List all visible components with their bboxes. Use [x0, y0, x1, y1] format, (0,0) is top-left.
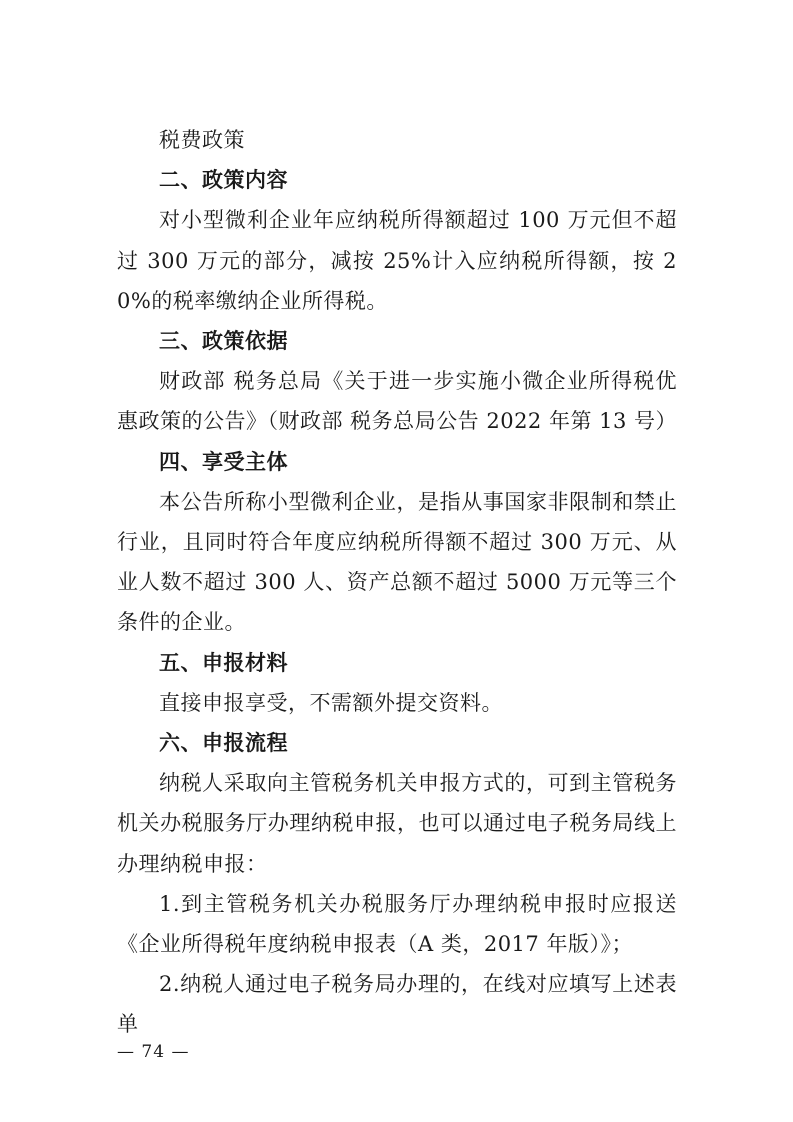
- paragraph-policy-content: 对小型微利企业年应纳税所得额超过 100 万元但不超过 300 万元的部分，减按 25%计入应纳税所得额，按 20%的税率缴纳企业所得税。: [117, 208, 677, 313]
- paragraph-filing-step-2: 2.纳税人通过电子税务局办理的，在线对应填写上述表单: [117, 972, 677, 1037]
- heading-eligible-subject: 四、享受主体: [159, 449, 288, 474]
- heading-filing-process: 六、申报流程: [159, 731, 288, 756]
- paragraph-eligible-subject: 本公告所称小型微利企业，是指从事国家非限制和禁止行业，且同时符合年度应纳税所得额不超过 300 万元、从业人数不超过 300 人、资产总额不超过 5000 万元等三个条件的企业。: [117, 489, 677, 635]
- document-body: [117, 120, 677, 1045]
- heading-policy-basis: 三、政策依据: [159, 329, 288, 354]
- paragraph-policy-basis: 财政部 税务总局《关于进一步实施小微企业所得税优惠政策的公告》（财政部 税务总局公告 2022 年第 13 号）: [117, 369, 678, 434]
- heading-filing-materials: 五、申报材料: [159, 650, 288, 675]
- paragraph-filing-step-1: 1.到主管税务机关办税服务厅办理纳税申报时应报送《企业所得税年度纳税申报表（A 类，2017 年版）》；: [117, 891, 677, 957]
- paragraph-section-title: 税费政策: [159, 128, 245, 152]
- heading-policy-content: 二、政策内容: [159, 168, 288, 193]
- page-number: — 74 —: [117, 1042, 190, 1062]
- paragraph-filing-process: 纳税人采取向主管税务机关申报方式的，可到主管税务机关办税服务厅办理纳税申报，也可以通过电子税务局线上办理纳税申报：: [117, 771, 677, 876]
- paragraph-filing-materials: 直接申报享受，不需额外提交资料。: [159, 690, 503, 715]
